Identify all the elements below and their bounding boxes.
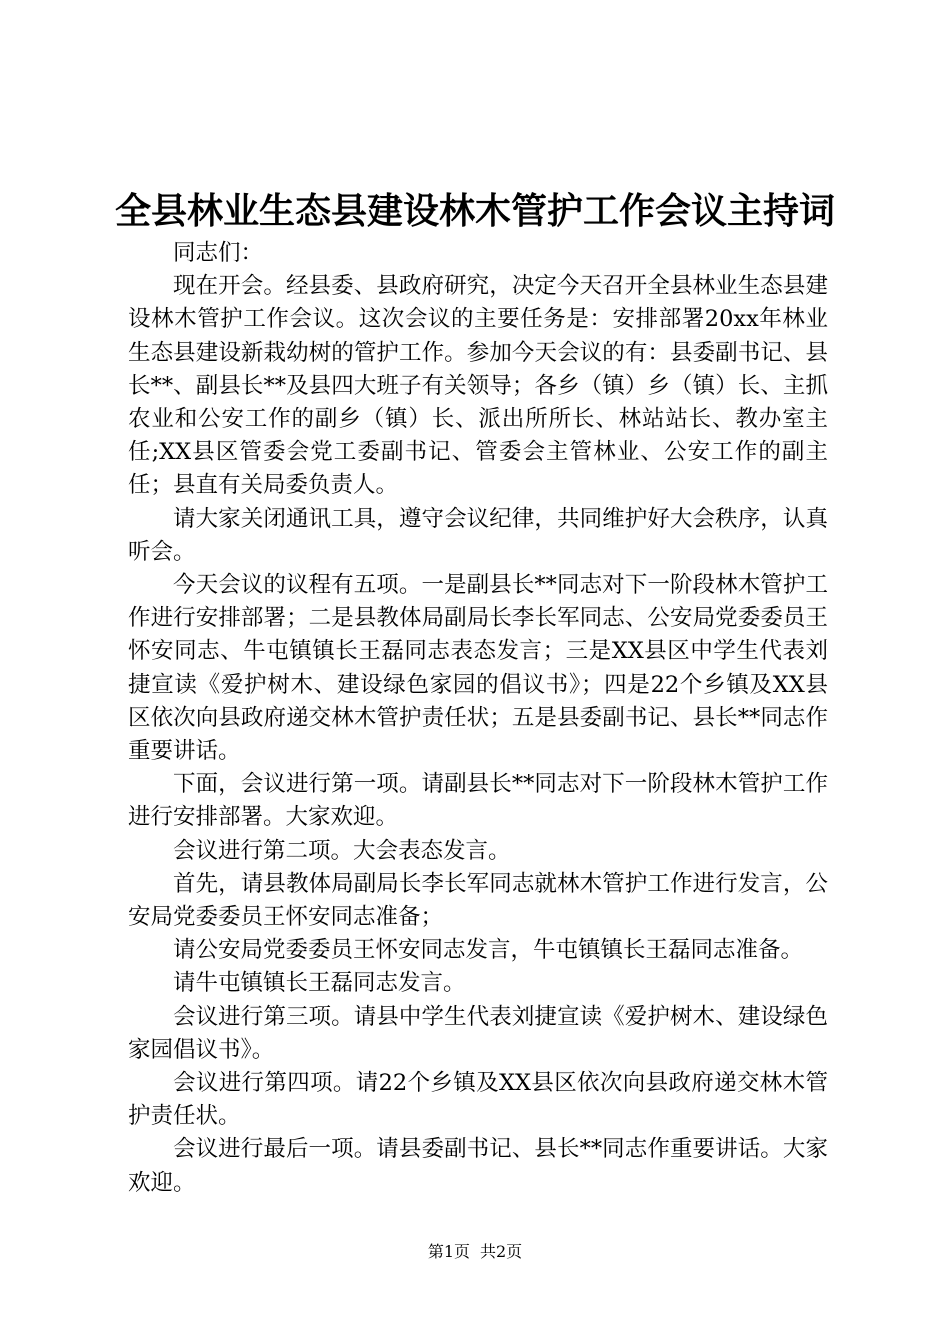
page-footer: [0, 1241, 950, 1263]
document-title: 全县林业生态县建设林木管护工作会议主持词: [114, 191, 835, 232]
page-number-total: 共2页: [480, 1242, 523, 1261]
paragraph-agenda: 今天会议的议程有五项。一是副县长**同志对下一阶段林木管护工作进行安排部署；二是县教体局副局长李长军同志、公安局党委委员王怀安同志、牛屯镇镇长王磊同志表态发言；三是XX县区中学生代表刘捷宣读《爱护树木、建设绿色家园的倡议书》；四是22个乡镇及XX县区依次向县政府递交林木管护责任状；五是县委副书记、县长**同志作重要讲话。: [128, 572, 828, 765]
page-number-current: 第1页: [427, 1242, 470, 1261]
paragraph-item-three: 会议进行第三项。请县中学生代表刘捷宣读《爱护树木、建设绿色家园倡议书》。: [128, 1003, 828, 1063]
paragraph-speaker-second: 请公安局党委委员王怀安同志发言，牛屯镇镇长王磊同志准备。: [173, 937, 804, 964]
paragraph-item-two: 会议进行第二项。大会表态发言。: [173, 837, 511, 864]
paragraph-speaker-third: 请牛屯镇镇长王磊同志发言。: [173, 970, 466, 997]
paragraph-opening: 现在开会。经县委、县政府研究，决定今天召开全县林业生态县建设林木管护工作会议。这次会议的主要任务是：安排部署20xx年林业生态县建设新栽幼树的管护工作。参加今天会议的有：县委副书记、县长**、副县长**及县四大班子有关领导；各乡（镇）乡（镇）长、主抓农业和公安工作的副乡（镇）长、派出所所长、林站站长、教办室主任;XX县区管委会党工委副书记、管委会主管林业、公安工作的副主任；县直有关局委负责人。: [128, 273, 828, 499]
paragraph-item-last: 会议进行最后一项。请县委副书记、县长**同志作重要讲话。大家欢迎。: [128, 1136, 828, 1196]
paragraph-item-four: 会议进行第四项。请22个乡镇及XX县区依次向县政府递交林木管护责任状。: [128, 1070, 828, 1130]
paragraph-speaker-first: 首先，请县教体局副局长李长军同志就林木管护工作进行发言，公安局党委委员王怀安同志准备；: [128, 870, 828, 931]
paragraph-discipline: 请大家关闭通讯工具，遵守会议纪律，共同维护好大会秩序，认真听会。: [128, 505, 828, 565]
document-body: [128, 237, 828, 1200]
paragraph-greeting: 同志们：: [173, 240, 264, 266]
paragraph-item-one: 下面，会议进行第一项。请副县长**同志对下一阶段林木管护工作进行安排部署。大家欢迎。: [128, 771, 828, 831]
